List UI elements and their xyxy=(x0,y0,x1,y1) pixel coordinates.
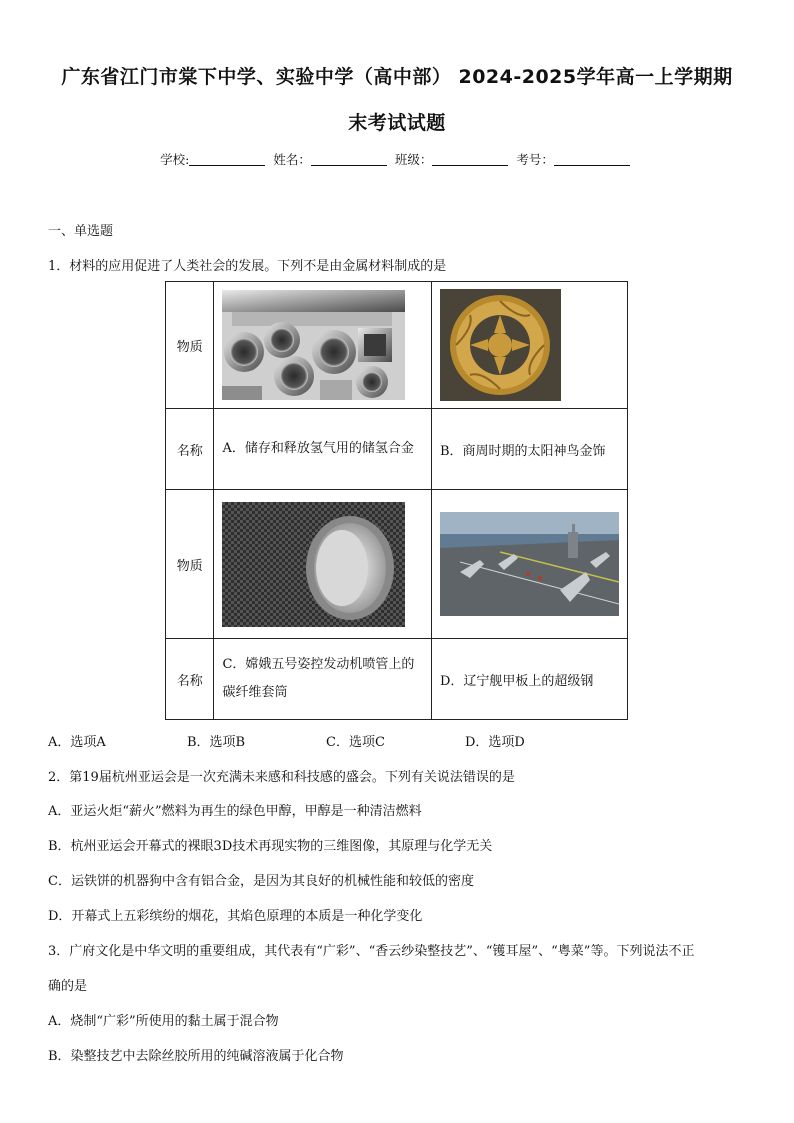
q3-option-b[interactable]: B．染整技艺中去除丝胶所用的纯碱溶液属于化合物 xyxy=(48,1049,344,1064)
q2-option-d[interactable]: D．开幕式上五彩缤纷的烟花，其焰色原理的本质是一种化学变化 xyxy=(48,909,423,924)
option-d-name: D．辽宁舰甲板上的超级钢 xyxy=(431,639,627,720)
document-title-line1: 广东省江门市棠下中学、实验中学（高中部） 2024-2025学年高一上学期期 xyxy=(61,66,733,88)
document-title-line2: 末考试试题 xyxy=(348,112,446,134)
metal-tubes-image xyxy=(222,290,405,400)
q2-option-c[interactable]: C．运铁饼的机器狗中含有铝合金，是因为其良好的机械性能和较低的密度 xyxy=(48,874,474,889)
q3-stem-line2: 确的是 xyxy=(48,979,88,994)
row-label-name-2: 名称 xyxy=(166,639,214,720)
image-cell-b xyxy=(431,282,627,409)
carbon-fiber-tube-image xyxy=(222,502,405,627)
q1-stem: 1．材料的应用促进了人类社会的发展。下列不是由金属材料制成的是 xyxy=(48,259,447,274)
exam-number-blank xyxy=(554,153,630,166)
q1-options xyxy=(48,731,604,750)
student-info-row xyxy=(0,150,794,168)
option-a-name: A．储存和释放氢气用的储氢合金 xyxy=(214,409,432,490)
row-label-name-1: 名称 xyxy=(166,409,214,490)
sun-bird-gold-image xyxy=(440,289,561,401)
row-label-substance-2: 物质 xyxy=(166,490,214,639)
q1-option-d[interactable]: D．选项D xyxy=(465,735,525,750)
image-cell-d xyxy=(431,490,627,639)
exam-number-label: 考号： xyxy=(516,152,554,167)
row-label-substance: 物质 xyxy=(166,282,214,409)
class-blank xyxy=(432,153,508,166)
option-b-name: B．商周时期的太阳神鸟金饰 xyxy=(431,409,627,490)
image-cell-a xyxy=(214,282,432,409)
name-blank xyxy=(311,153,387,166)
school-blank xyxy=(189,153,265,166)
q1-table xyxy=(165,281,628,720)
aircraft-carrier-deck-image xyxy=(440,512,619,616)
option-c-name: C．嫦娥五号姿控发动机喷管上的碳纤维套筒 xyxy=(214,639,432,720)
q1-option-b[interactable]: B．选项B xyxy=(187,735,246,750)
class-label: 班级： xyxy=(394,152,433,167)
q2-option-a[interactable]: A．亚运火炬“薪火”燃料为再生的绿色甲醇，甲醇是一种清洁燃料 xyxy=(48,804,422,819)
q3-option-a[interactable]: A．烧制“广彩”所使用的黏土属于混合物 xyxy=(48,1014,279,1029)
q2-option-b[interactable]: B．杭州亚运会开幕式的裸眼3D技术再现实物的三维图像，其原理与化学无关 xyxy=(48,839,493,854)
school-label: 学校: xyxy=(160,152,190,167)
q2-stem: 2．第19届杭州亚运会是一次充满未来感和科技感的盛会。下列有关说法错误的是 xyxy=(48,770,515,785)
q1-option-c[interactable]: C．选项C xyxy=(326,735,385,750)
image-cell-c xyxy=(214,490,432,639)
q3-stem-line1: 3．广府文化是中华文明的重要组成，其代表有“广彩”、“香云纱染整技艺”、“镬耳屋”、“粤菜”等。下列说法不正 xyxy=(48,944,695,959)
q1-option-a[interactable]: A．选项A xyxy=(48,735,106,750)
section-heading: 一、单选题 xyxy=(48,224,114,239)
name-label: 姓名： xyxy=(273,152,311,167)
